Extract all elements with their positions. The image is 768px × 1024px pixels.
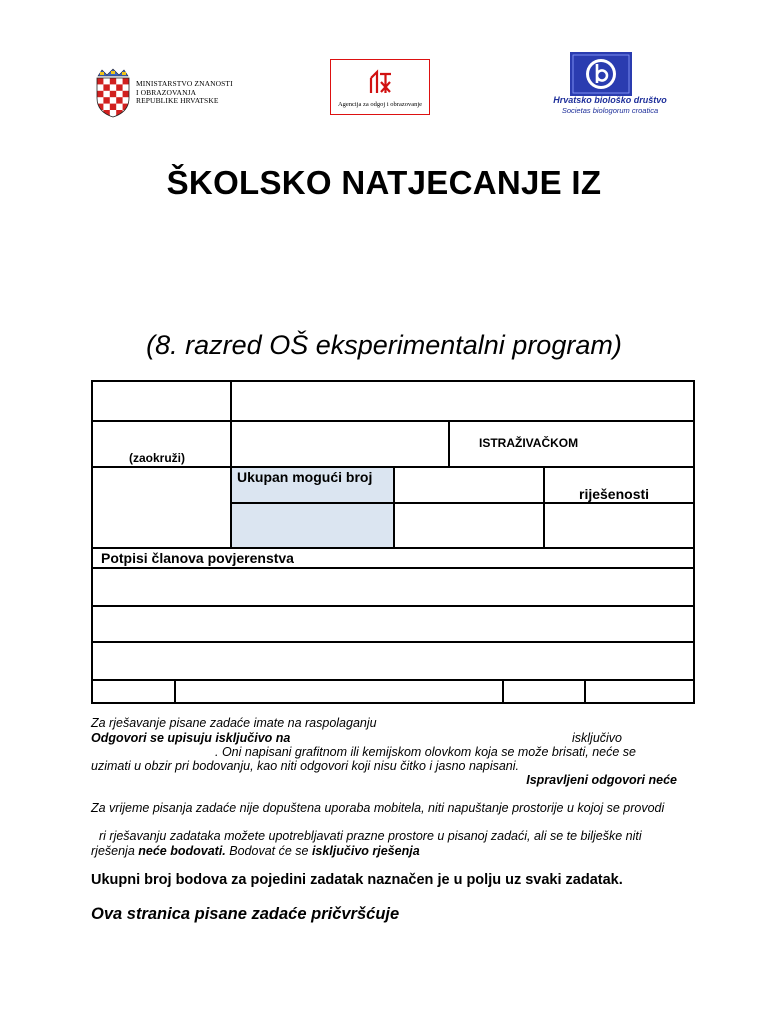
- instruction-line-8-b: neće bodovati.: [138, 844, 226, 858]
- croatian-coat-of-arms-icon: [94, 68, 132, 118]
- society-logo: [548, 52, 672, 116]
- success-rate-label: riješenosti: [579, 486, 650, 502]
- instruction-line-1: Za rješavanje pisane zadaće imate na raspolaganju: [91, 716, 377, 730]
- instruction-line-6: Za vrijeme pisanja zadaće nije dopuštena uporaba mobitela, niti napuštanje prostorije u kojoj se provodi: [91, 801, 665, 815]
- page-attach-note: Ova stranica pisane zadaće pričvršćuje: [91, 905, 400, 923]
- instruction-line-2-bold: Odgovori se upisuju isključivo na: [91, 731, 291, 745]
- registration-form-table: [91, 380, 695, 704]
- max-points-value-cell: [232, 504, 393, 547]
- page-title: ŠKOLSKO NATJECANJE IZ: [166, 164, 602, 201]
- instruction-line-7: ri rješavanju zadataka možete upotrebljavati prazne prostore u pisanoj zadaći, ali se te bilješke niti: [99, 829, 642, 843]
- aoo-agency-logo-icon: [369, 68, 393, 94]
- instruction-line-4: uzimati u obzir pri bodovanju, kao niti odgovori koji nisu čitko i jasno napisani.: [91, 759, 520, 773]
- instruction-line-8-c: Bodovat će se: [225, 844, 312, 858]
- society-name: Hrvatsko biološko društvo: [553, 95, 667, 105]
- committee-signatures-label: Potpisi članova povjerenstva: [101, 550, 294, 566]
- ministry-logo: [94, 68, 244, 118]
- instruction-line-2: [91, 731, 677, 746]
- instruction-line-8: [91, 844, 677, 859]
- ministry-name: MINISTARSTVO ZNANOSTI I OBRAZOVANJA REPUBLIKE HRVATSKE: [136, 79, 233, 105]
- agency-logo: [330, 59, 430, 115]
- score-note: Ukupni broj bodova za pojedini zadatak naznačen je u polju uz svaki zadatak.: [91, 872, 623, 888]
- instruction-line-8-d: isključivo rješenja: [311, 844, 420, 858]
- instruction-line-2-right: isključivo: [572, 731, 623, 745]
- hbd-society-logo-icon: [570, 52, 632, 96]
- agency-name: Agencija za odgoj i obrazovanje: [337, 101, 423, 108]
- instruction-line-3: . Oni napisani grafitnom ili kemijskom olovkom koja se može brisati, neće se: [215, 745, 637, 759]
- society-latin-name: Societas biologorum croatica: [561, 106, 659, 115]
- max-points-label: Ukupan mogući broj: [237, 469, 373, 485]
- page-subtitle: (8. razred OŠ eksperimentalni program): [146, 330, 622, 360]
- instruction-line-8-a: rješenja: [91, 844, 139, 858]
- circle-hint-label: (zaokruži): [129, 451, 186, 465]
- instruction-line-5: Ispravljeni odgovori neće: [526, 773, 677, 787]
- research-category-label: ISTRAŽIVAČKOM: [479, 436, 579, 450]
